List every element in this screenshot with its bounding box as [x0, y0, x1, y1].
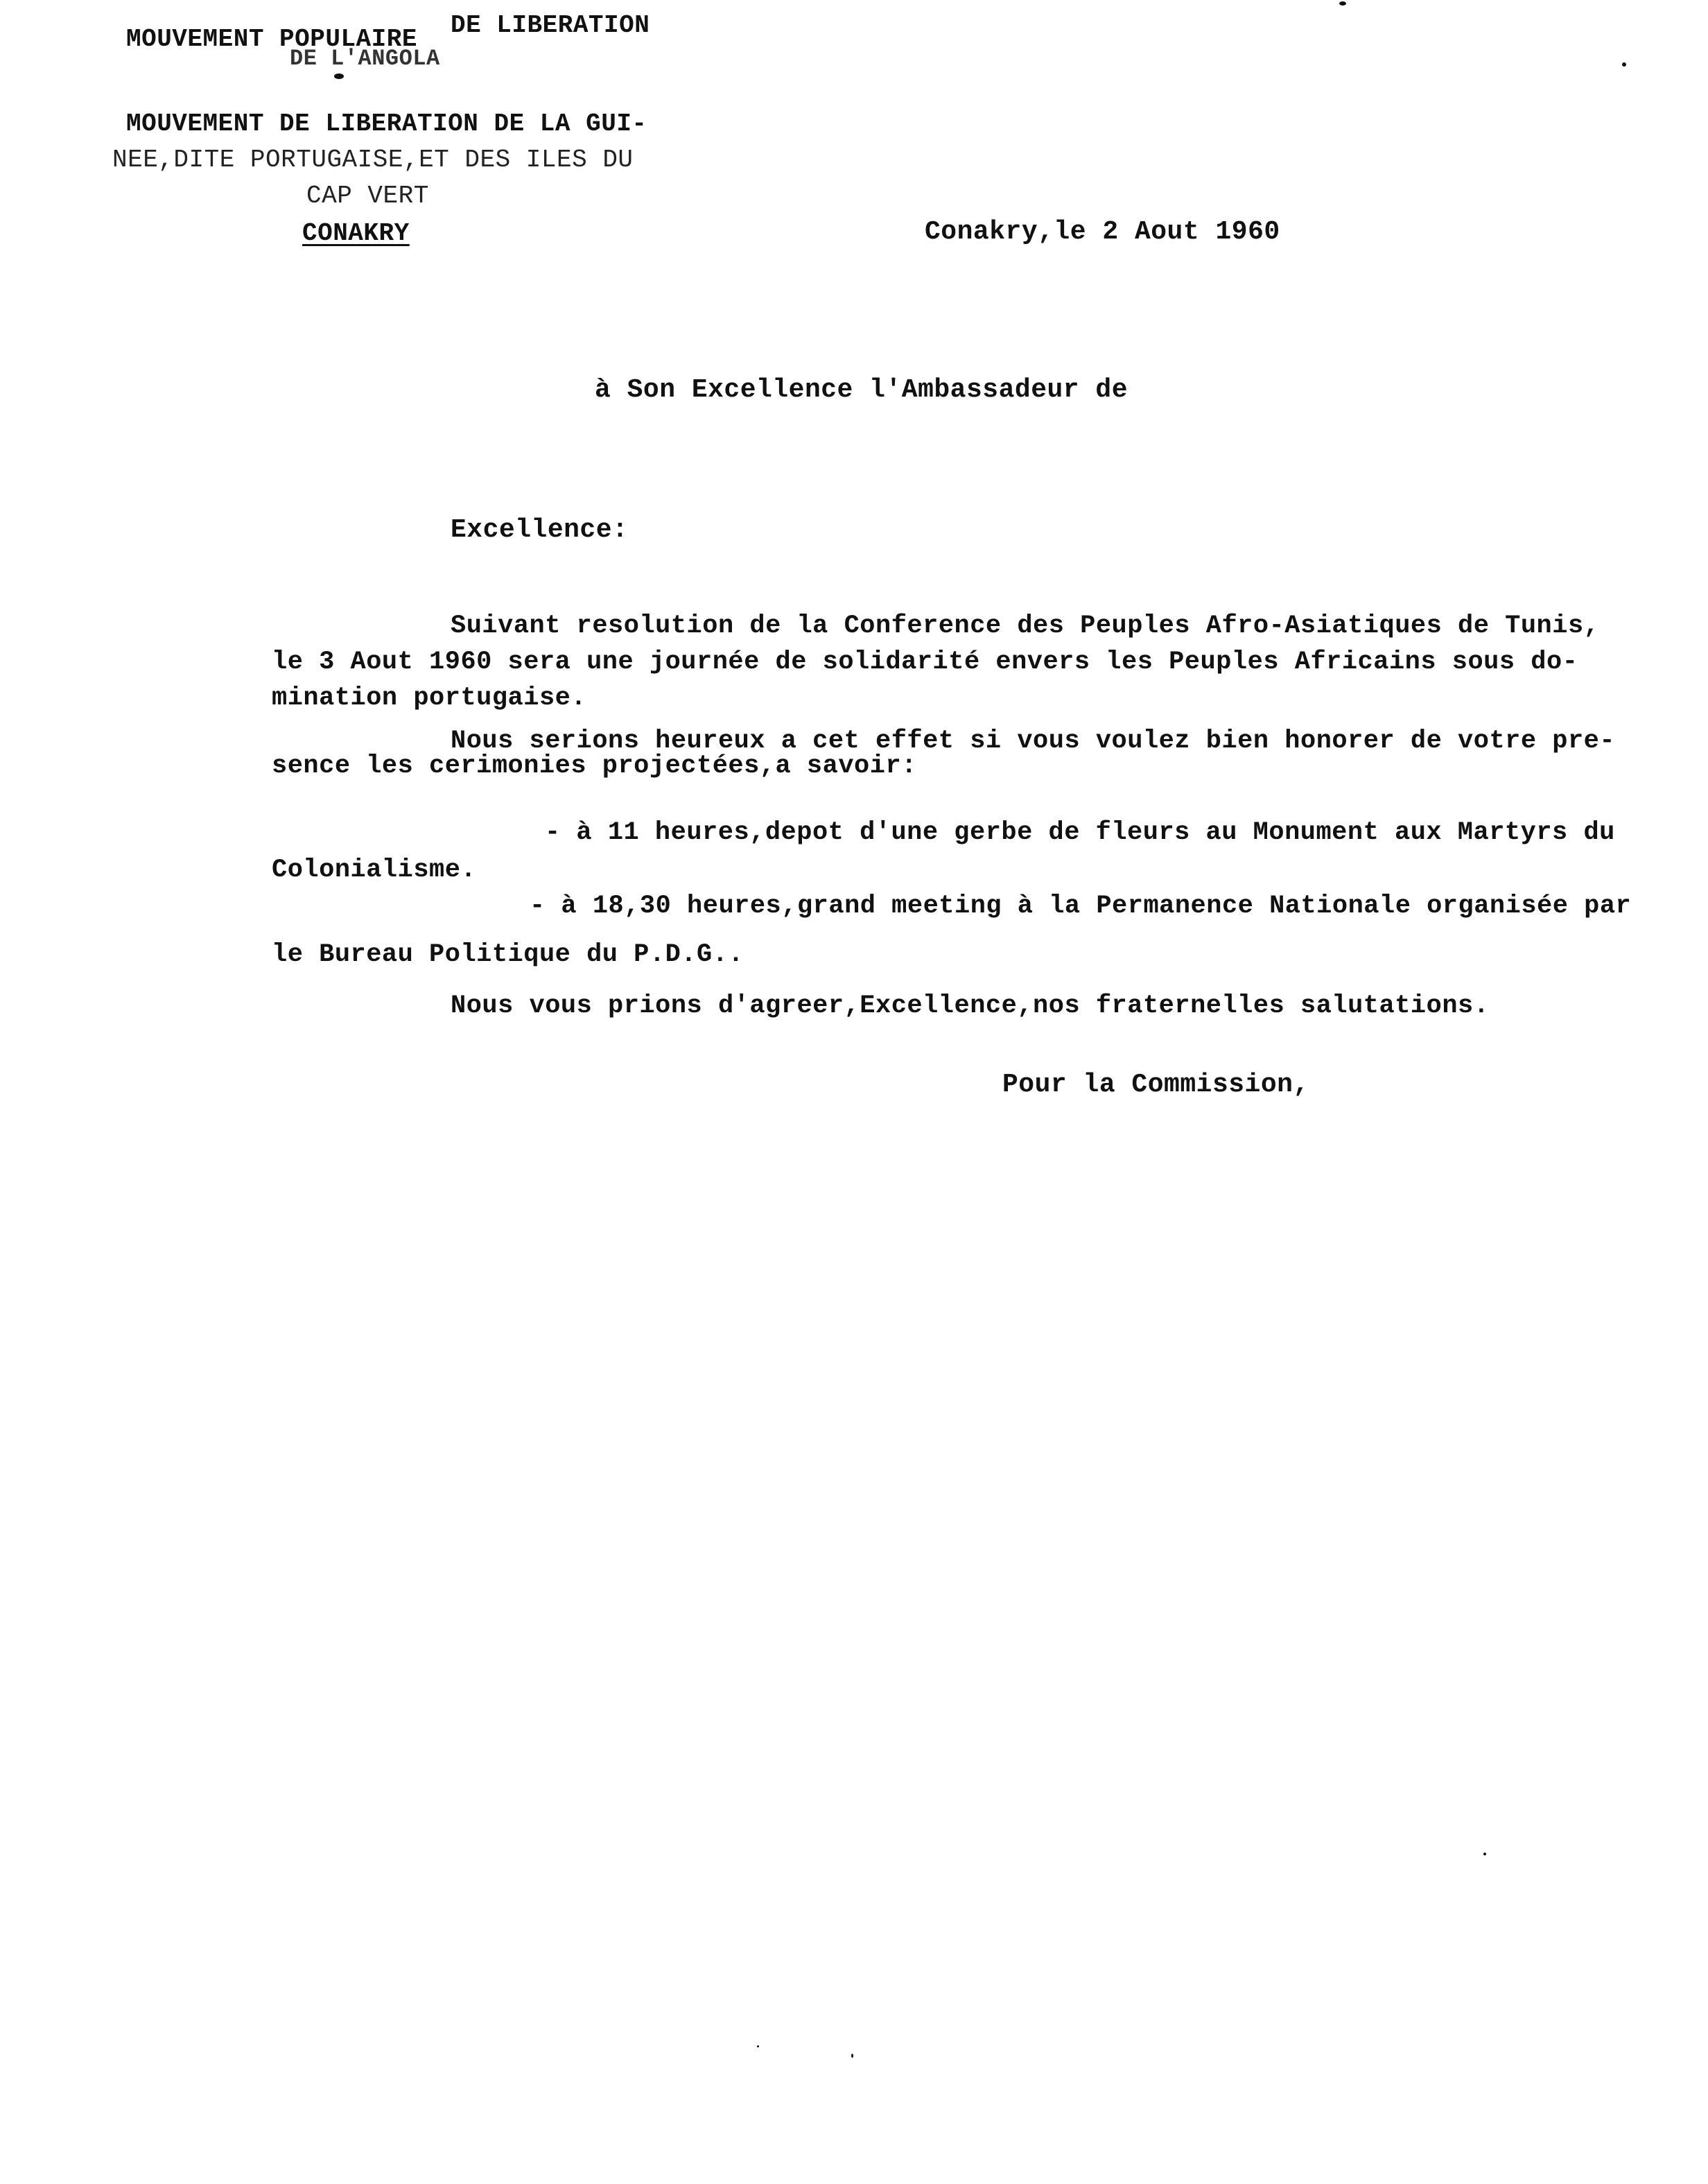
org2-line1: MOUVEMENT DE LIBERATION DE LA GUI-: [126, 110, 647, 138]
addressee-line: à Son Excellence l'Ambassadeur de: [595, 375, 1128, 405]
org1-line2: DE L'ANGOLA: [290, 46, 440, 71]
scan-speck: [757, 2045, 759, 2047]
org1-line1a: MOUVEMENT POPULAIRE: [126, 25, 417, 53]
scan-speck: [334, 73, 344, 79]
body-item2-line1: - à 18,30 heures,grand meeting à la Permanence Nationale organisée par: [530, 892, 1632, 921]
body-p2-line1: Nous serions heureux a cet effet si vous voulez bien honorer de votre pre-: [451, 727, 1616, 756]
body-closing: Nous vous prions d'agreer,Excellence,nos fraternelles salutations.: [451, 991, 1490, 1021]
body-p1-line1: Suivant resolution de la Conference des Peuples Afro-Asiatiques de Tunis,: [451, 612, 1600, 641]
salutation: Excellence:: [451, 515, 629, 545]
body-item1-line2: Colonialisme.: [272, 856, 477, 885]
body-p2-line2: sence les cerimonies projectées,a savoir:: [272, 752, 917, 781]
org-city: CONAKRY: [302, 219, 410, 248]
scan-speck: [1483, 1853, 1486, 1855]
body-item2-line2: le Bureau Politique du P.D.G..: [272, 940, 744, 969]
org2-line3: CAP VERT: [306, 182, 429, 210]
body-item1-line1: - à 11 heures,depot d'une gerbe de fleurs au Monument aux Martyrs du: [545, 818, 1615, 847]
scan-speck: [851, 2054, 853, 2058]
scan-speck: [1339, 1, 1346, 6]
body-p1-line3: mination portugaise.: [272, 684, 587, 713]
body-p1-line2: le 3 Aout 1960 sera une journée de solidarité envers les Peuples Africains sous do-: [272, 648, 1578, 677]
org2-line2: NEE,DITE PORTUGAISE,ET DES ILES DU: [112, 146, 634, 174]
org1-line1b: DE LIBERATION: [451, 11, 650, 40]
date-line: Conakry,le 2 Aout 1960: [925, 217, 1280, 247]
scan-speck: [1622, 62, 1626, 67]
signature: Pour la Commission,: [1002, 1070, 1309, 1100]
